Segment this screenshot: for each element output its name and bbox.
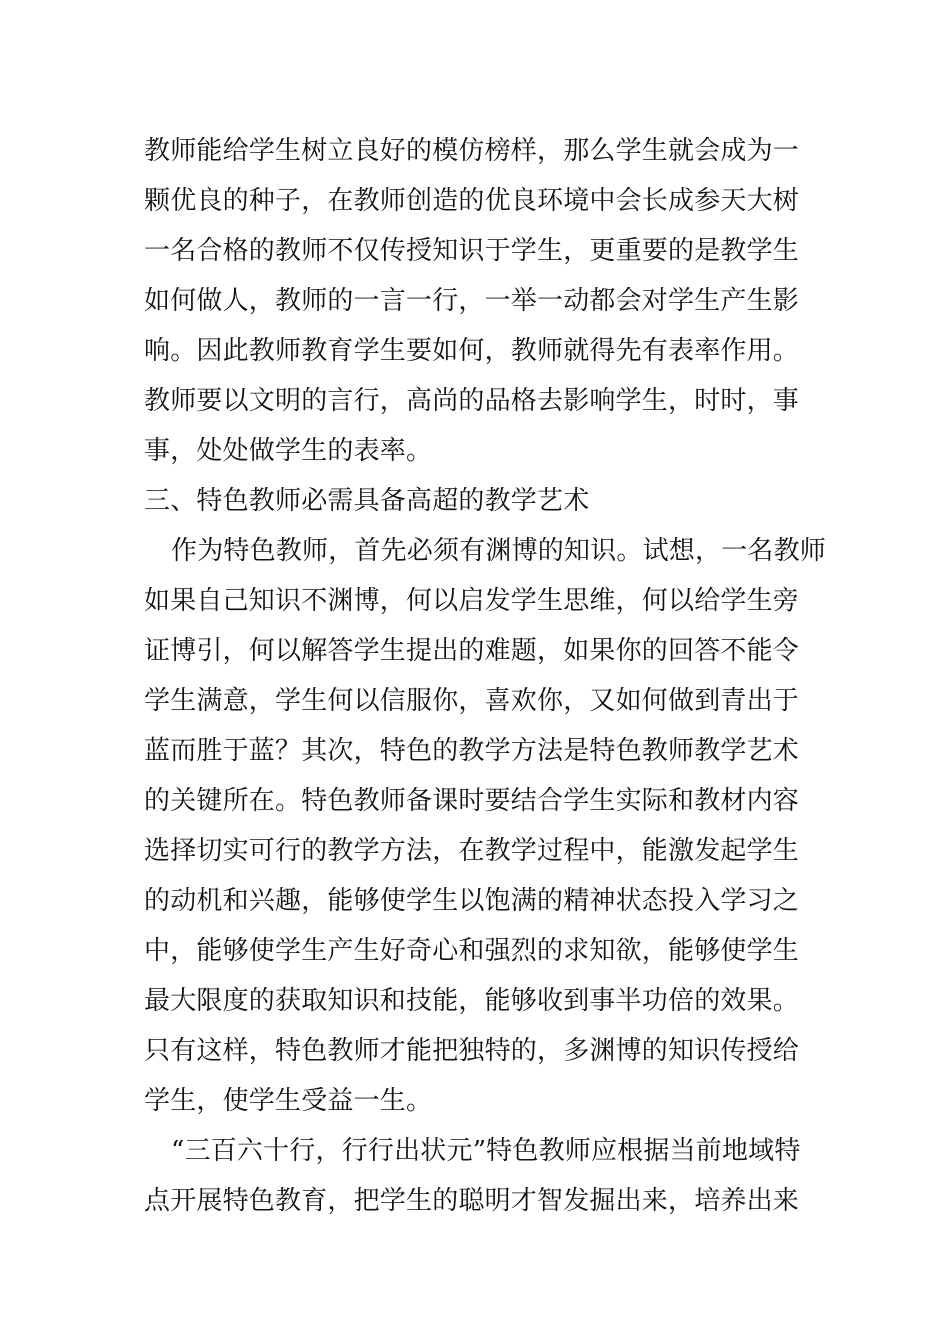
text-line: 证博引，何以解答学生提出的难题，如果你的回答不能令: [144, 636, 800, 666]
text-line: 最大限度的获取知识和技能，能够收到事半功倍的效果。: [144, 986, 800, 1016]
text-line: 如果自己知识不渊博，何以启发学生思维，何以给学生旁: [144, 586, 800, 616]
text-line: 响。因此教师教育学生要如何，教师就得先有表率作用。: [144, 336, 800, 366]
text-line: 教师要以文明的言行，高尚的品格去影响学生，时时，事: [144, 386, 800, 416]
text-line: 颗优良的种子，在教师创造的优良环境中会长成参天大树: [144, 186, 800, 216]
paragraph-first-line: “三百六十行，行行出状元”特色教师应根据当前地域特: [171, 1136, 801, 1166]
text-line: 一名合格的教师不仅传授知识于学生，更重要的是教学生: [144, 236, 800, 266]
section-heading: 三、特色教师必需具备高超的教学艺术: [144, 486, 590, 516]
text-line: 的关键所在。特色教师备课时要结合学生实际和教材内容: [144, 786, 800, 816]
text-line: 教师能给学生树立良好的模仿榜样，那么学生就会成为一: [144, 136, 800, 166]
text-line: 选择切实可行的教学方法，在教学过程中，能激发起学生: [144, 836, 800, 866]
text-line: 中，能够使学生产生好奇心和强烈的求知欲，能够使学生: [144, 936, 800, 966]
text-line: 只有这样，特色教师才能把独特的，多渊博的知识传授给: [144, 1036, 800, 1066]
text-line: 学生满意，学生何以信服你，喜欢你，又如何做到青出于: [144, 686, 800, 716]
text-line: 学生，使学生受益一生。: [144, 1086, 433, 1116]
text-line: 事，处处做学生的表率。: [144, 436, 433, 466]
text-line: 的动机和兴趣，能够使学生以饱满的精神状态投入学习之: [144, 886, 800, 916]
text-line: 蓝而胜于蓝？其次，特色的教学方法是特色教师教学艺术: [144, 736, 800, 766]
paragraph-first-line: 作为特色教师，首先必须有渊博的知识。试想，一名教师: [171, 536, 827, 566]
text-line: 点开展特色教育，把学生的聪明才智发掘出来，培养出来: [144, 1186, 800, 1216]
text-line: 如何做人，教师的一言一行，一举一动都会对学生产生影: [144, 286, 800, 316]
